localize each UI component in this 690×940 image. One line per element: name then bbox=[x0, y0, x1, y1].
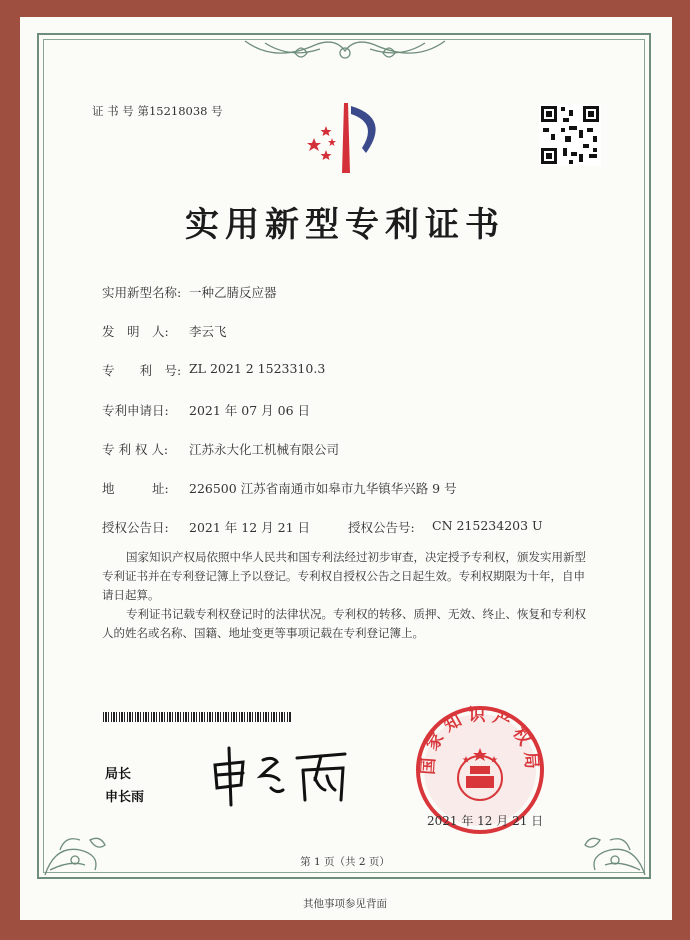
page-indicator: 第 1 页（共 2 页） bbox=[300, 856, 390, 868]
application-date-value: 2021 年 07 月 06 日 bbox=[189, 403, 310, 418]
patentee-label: 专 利 权 人: bbox=[102, 442, 169, 457]
back-page-note: 其他事项参见背面 bbox=[303, 898, 387, 910]
handwritten-signature-icon bbox=[205, 740, 355, 810]
application-date-label: 专利申请日: bbox=[102, 403, 169, 418]
certificate-number: 证 书 号 第15218038 号 bbox=[92, 104, 223, 118]
utility-model-name-value: 一种乙腈反应器 bbox=[189, 285, 277, 300]
cnipa-logo-icon bbox=[296, 98, 396, 178]
inventor-label: 发 明 人: bbox=[102, 324, 169, 339]
signature-role: 局长 bbox=[105, 767, 132, 782]
grant-date-label: 授权公告日: bbox=[102, 520, 169, 535]
top-ornament-icon bbox=[235, 33, 455, 73]
qr-code-icon bbox=[539, 104, 601, 166]
bottom-left-ornament-icon bbox=[40, 820, 130, 880]
grant-number-label: 授权公告号: bbox=[348, 520, 415, 535]
inventor-value: 李云飞 bbox=[189, 324, 227, 339]
barcode-icon bbox=[103, 712, 291, 722]
utility-model-name-label: 实用新型名称: bbox=[102, 285, 182, 300]
statement-paragraph-1: 国家知识产权局依照中华人民共和国专利法经过初步审查，决定授予专利权，颁发实用新型专利证书并在专利登记簿上予以登记。专利权自授权公告之日起生效。专利权期限为十年，自申请日起算。 bbox=[102, 550, 586, 602]
patent-number-value: ZL 2021 2 1523310.3 bbox=[189, 361, 326, 376]
patent-number-label: 专 利 号: bbox=[102, 363, 182, 378]
signature-name: 申长雨 bbox=[105, 790, 145, 805]
address-label: 地 址: bbox=[102, 481, 169, 496]
statement-paragraph-2: 专利证书记载专利权登记时的法律状况。专利权的转移、质押、无效、终止、恢复和专利权人的姓名或名称、国籍、地址变更等事项记载在专利登记簿上。 bbox=[102, 607, 586, 640]
grant-number-value: CN 215234203 U bbox=[432, 518, 543, 533]
certificate-title: 实用新型专利证书 bbox=[185, 205, 505, 245]
bottom-right-ornament-icon bbox=[560, 820, 650, 880]
grant-date-value: 2021 年 12 月 21 日 bbox=[189, 520, 310, 535]
address-value: 226500 江苏省南通市如皋市九华镇华兴路 9 号 bbox=[189, 481, 457, 496]
seal-text: 国家知识产权局 bbox=[418, 705, 542, 776]
patentee-value: 江苏永大化工机械有限公司 bbox=[189, 442, 340, 457]
seal-date: 2021 年 12 月 21 日 bbox=[427, 814, 544, 828]
